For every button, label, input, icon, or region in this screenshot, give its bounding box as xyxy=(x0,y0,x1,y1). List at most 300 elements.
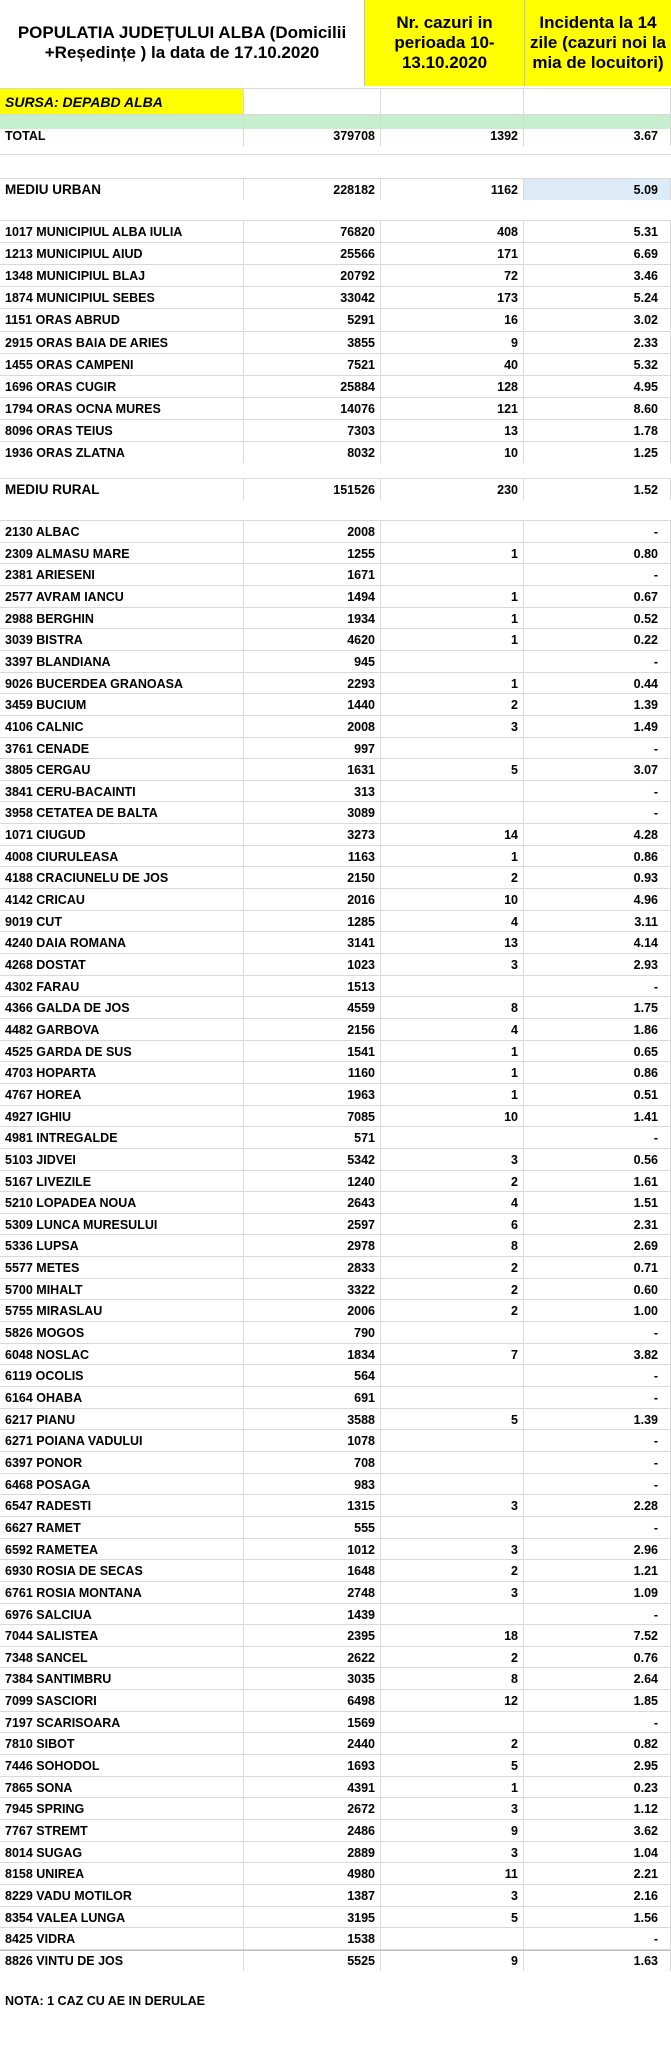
table-row xyxy=(0,397,671,419)
row-name: 6761 ROSIA MONTANA xyxy=(0,1581,244,1603)
row-cases: 8 xyxy=(381,1234,524,1256)
row-cases: 3 xyxy=(381,1494,524,1516)
row-population: 1963 xyxy=(244,1083,381,1105)
row-name: 5309 LUNCA MURESULUI xyxy=(0,1213,244,1235)
table-row xyxy=(0,1711,671,1733)
row-name: 1151 ORAS ABRUD xyxy=(0,308,244,330)
row-incidence: 3.07 xyxy=(524,758,671,780)
row-incidence: 1.39 xyxy=(524,693,671,715)
row-population: 1494 xyxy=(244,585,381,607)
row-name: 8014 SUGAG xyxy=(0,1841,244,1863)
row-incidence: 3.82 xyxy=(524,1343,671,1365)
row-incidence: 0.71 xyxy=(524,1256,671,1278)
row-population: 3322 xyxy=(244,1278,381,1300)
row-name: 1213 MUNICIPIUL AIUD xyxy=(0,242,244,264)
row-name: 6271 POIANA VADULUI xyxy=(0,1429,244,1451)
row-cases: 1 xyxy=(381,1040,524,1062)
row-incidence: 1.85 xyxy=(524,1689,671,1711)
row-name: 4525 GARDA DE SUS xyxy=(0,1040,244,1062)
table-row xyxy=(0,931,671,953)
row-name: 4981 INTREGALDE xyxy=(0,1126,244,1148)
row-name: 2915 ORAS BAIA DE ARIES xyxy=(0,331,244,353)
row-population: 2833 xyxy=(244,1256,381,1278)
table-row xyxy=(0,1018,671,1040)
row-population: 2622 xyxy=(244,1646,381,1668)
table-row xyxy=(0,1538,671,1560)
row-population: 1440 xyxy=(244,693,381,715)
header-incidence: Incidenta la 14 zile (cazuri noi la mia de locuitori) xyxy=(524,0,671,86)
row-cases: 1 xyxy=(381,585,524,607)
table-row xyxy=(0,1473,671,1495)
row-cases: 2 xyxy=(381,693,524,715)
table-row xyxy=(0,1451,671,1473)
row-population: 14076 xyxy=(244,397,381,419)
row-population: 1163 xyxy=(244,845,381,867)
table-row xyxy=(0,1581,671,1603)
row-population: 1834 xyxy=(244,1343,381,1365)
row-cases: 4 xyxy=(381,1191,524,1213)
urban-pop: 228182 xyxy=(244,178,381,200)
row-cases: 3 xyxy=(381,1797,524,1819)
row-name: 2309 ALMASU MARE xyxy=(0,542,244,564)
row-name: 3958 CETATEA DE BALTA xyxy=(0,801,244,823)
row-incidence: 1.09 xyxy=(524,1581,671,1603)
table-row xyxy=(0,672,671,694)
row-name: 5700 MIHALT xyxy=(0,1278,244,1300)
row-population: 1255 xyxy=(244,542,381,564)
row-population: 5291 xyxy=(244,308,381,330)
row-incidence: 1.25 xyxy=(524,441,671,463)
row-cases: 14 xyxy=(381,823,524,845)
row-incidence: 2.28 xyxy=(524,1494,671,1516)
table-row xyxy=(0,975,671,997)
row-cases: 1 xyxy=(381,542,524,564)
row-name: 8096 ORAS TEIUS xyxy=(0,419,244,441)
table-row xyxy=(0,607,671,629)
row-incidence: 1.51 xyxy=(524,1191,671,1213)
row-incidence: 8.60 xyxy=(524,397,671,419)
table-row xyxy=(0,1667,671,1689)
row-name: 1071 CIUGUD xyxy=(0,823,244,845)
row-incidence: - xyxy=(524,1126,671,1148)
row-incidence: 3.02 xyxy=(524,308,671,330)
table-row xyxy=(0,1213,671,1235)
row-incidence: - xyxy=(524,650,671,672)
row-cases xyxy=(381,1126,524,1148)
table-row xyxy=(0,242,671,264)
row-cases: 12 xyxy=(381,1689,524,1711)
table-row xyxy=(0,888,671,910)
table-row xyxy=(0,1191,671,1213)
table-row xyxy=(0,1040,671,1062)
row-population: 790 xyxy=(244,1321,381,1343)
row-population: 4559 xyxy=(244,996,381,1018)
row-incidence: - xyxy=(524,563,671,585)
row-cases: 3 xyxy=(381,715,524,737)
row-incidence: 0.44 xyxy=(524,672,671,694)
table-row xyxy=(0,1732,671,1754)
row-population: 1387 xyxy=(244,1884,381,1906)
row-population: 555 xyxy=(244,1516,381,1538)
row-incidence: 1.49 xyxy=(524,715,671,737)
table-row xyxy=(0,1234,671,1256)
row-incidence: 1.56 xyxy=(524,1906,671,1928)
row-name: 7099 SASCIORI xyxy=(0,1689,244,1711)
row-population: 3273 xyxy=(244,823,381,845)
row-population: 3141 xyxy=(244,931,381,953)
row-name: 3039 BISTRA xyxy=(0,628,244,650)
table-row xyxy=(0,1083,671,1105)
row-population: 2440 xyxy=(244,1732,381,1754)
row-incidence: 2.33 xyxy=(524,331,671,353)
row-cases: 9 xyxy=(381,1819,524,1841)
row-cases: 3 xyxy=(381,1538,524,1560)
row-incidence: 0.80 xyxy=(524,542,671,564)
row-name: 6627 RAMET xyxy=(0,1516,244,1538)
row-cases: 13 xyxy=(381,931,524,953)
row-cases: 18 xyxy=(381,1624,524,1646)
row-name: 5336 LUPSA xyxy=(0,1234,244,1256)
row-population: 2672 xyxy=(244,1797,381,1819)
row-population: 33042 xyxy=(244,286,381,308)
row-incidence: 2.69 xyxy=(524,1234,671,1256)
row-name: 4767 HOREA xyxy=(0,1083,244,1105)
row-cases xyxy=(381,1927,524,1949)
row-population: 3195 xyxy=(244,1906,381,1928)
row-population: 1693 xyxy=(244,1754,381,1776)
row-name: 8229 VADU MOTILOR xyxy=(0,1884,244,1906)
row-name: 4482 GARBOVA xyxy=(0,1018,244,1040)
table-row xyxy=(0,220,671,242)
row-name: 4008 CIURULEASA xyxy=(0,845,244,867)
table-row xyxy=(0,264,671,286)
row-cases: 72 xyxy=(381,264,524,286)
row-cases: 6 xyxy=(381,1213,524,1235)
row-name: 8354 VALEA LUNGA xyxy=(0,1906,244,1928)
row-cases: 1 xyxy=(381,1083,524,1105)
row-cases: 4 xyxy=(381,910,524,932)
row-cases: 1 xyxy=(381,607,524,629)
row-name: 1348 MUNICIPIUL BLAJ xyxy=(0,264,244,286)
row-incidence: 0.76 xyxy=(524,1646,671,1668)
row-incidence: - xyxy=(524,1927,671,1949)
row-population: 1569 xyxy=(244,1711,381,1733)
row-cases: 3 xyxy=(381,1581,524,1603)
row-cases: 5 xyxy=(381,1408,524,1430)
table-row xyxy=(0,1170,671,1192)
table-row xyxy=(0,520,671,542)
row-cases: 2 xyxy=(381,1646,524,1668)
table-row xyxy=(0,585,671,607)
row-name: 6468 POSAGA xyxy=(0,1473,244,1495)
row-cases: 5 xyxy=(381,1906,524,1928)
urban-cases: 1162 xyxy=(381,178,524,200)
row-incidence: - xyxy=(524,801,671,823)
table-row xyxy=(0,353,671,375)
row-name: 4188 CRACIUNELU DE JOS xyxy=(0,866,244,888)
row-population: 7303 xyxy=(244,419,381,441)
row-name: 2130 ALBAC xyxy=(0,520,244,542)
table-row xyxy=(0,1754,671,1776)
row-population: 2006 xyxy=(244,1299,381,1321)
row-incidence: - xyxy=(524,1386,671,1408)
row-incidence: 0.86 xyxy=(524,845,671,867)
row-incidence: 1.12 xyxy=(524,1797,671,1819)
row-name: 5167 LIVEZILE xyxy=(0,1170,244,1192)
table-row xyxy=(0,1061,671,1083)
row-incidence: - xyxy=(524,520,671,542)
row-cases: 10 xyxy=(381,1105,524,1127)
table-row xyxy=(0,1603,671,1625)
row-population: 997 xyxy=(244,737,381,759)
row-cases xyxy=(381,1364,524,1386)
table-row xyxy=(0,910,671,932)
row-cases: 4 xyxy=(381,1018,524,1040)
row-cases xyxy=(381,1473,524,1495)
row-incidence: 2.64 xyxy=(524,1667,671,1689)
row-population: 1439 xyxy=(244,1603,381,1625)
table-row xyxy=(0,1429,671,1451)
row-incidence: - xyxy=(524,1516,671,1538)
row-cases: 3 xyxy=(381,1884,524,1906)
row-name: 4703 HOPARTA xyxy=(0,1061,244,1083)
table-row xyxy=(0,375,671,397)
table-row xyxy=(0,1884,671,1906)
table-row xyxy=(0,1927,671,1949)
urban-summary-row xyxy=(0,178,671,200)
row-incidence: 3.62 xyxy=(524,1819,671,1841)
row-incidence: 2.21 xyxy=(524,1862,671,1884)
row-population: 983 xyxy=(244,1473,381,1495)
row-name: 4268 DOSTAT xyxy=(0,953,244,975)
table-row xyxy=(0,1516,671,1538)
table-row xyxy=(0,715,671,737)
row-population: 564 xyxy=(244,1364,381,1386)
row-name: 1794 ORAS OCNA MURES xyxy=(0,397,244,419)
row-cases xyxy=(381,563,524,585)
row-population: 2008 xyxy=(244,715,381,737)
row-incidence: 0.86 xyxy=(524,1061,671,1083)
row-name: 6397 PONOR xyxy=(0,1451,244,1473)
row-name: 9026 BUCERDEA GRANOASA xyxy=(0,672,244,694)
row-cases: 10 xyxy=(381,441,524,463)
header-population: POPULATIA JUDEȚULUI ALBA (Domicilii +Reședințe ) la data de 17.10.2020 xyxy=(0,0,364,86)
table-row xyxy=(0,953,671,975)
row-cases: 2 xyxy=(381,1170,524,1192)
table-row xyxy=(0,628,671,650)
row-cases xyxy=(381,1429,524,1451)
row-incidence: 5.24 xyxy=(524,286,671,308)
row-population: 2597 xyxy=(244,1213,381,1235)
table-row xyxy=(0,542,671,564)
row-incidence: 4.95 xyxy=(524,375,671,397)
row-name: 5210 LOPADEA NOUA xyxy=(0,1191,244,1213)
row-population: 25884 xyxy=(244,375,381,397)
row-incidence: 1.78 xyxy=(524,419,671,441)
table-row xyxy=(0,1386,671,1408)
row-incidence: - xyxy=(524,1451,671,1473)
rural-pop: 151526 xyxy=(244,478,381,500)
row-population: 1160 xyxy=(244,1061,381,1083)
row-cases xyxy=(381,1451,524,1473)
row-incidence: 2.93 xyxy=(524,953,671,975)
row-incidence: 4.28 xyxy=(524,823,671,845)
row-incidence: - xyxy=(524,1364,671,1386)
table-row xyxy=(0,1646,671,1668)
row-cases: 1 xyxy=(381,1061,524,1083)
row-cases: 2 xyxy=(381,1278,524,1300)
row-incidence: 5.31 xyxy=(524,220,671,242)
row-population: 3855 xyxy=(244,331,381,353)
row-name: 7945 SPRING xyxy=(0,1797,244,1819)
row-population: 1671 xyxy=(244,563,381,585)
table-row xyxy=(0,1105,671,1127)
row-cases xyxy=(381,1321,524,1343)
row-incidence: 0.52 xyxy=(524,607,671,629)
row-cases: 1 xyxy=(381,1776,524,1798)
row-incidence: - xyxy=(524,1473,671,1495)
row-population: 4980 xyxy=(244,1862,381,1884)
row-incidence: - xyxy=(524,780,671,802)
row-population: 1012 xyxy=(244,1538,381,1560)
note-footer xyxy=(0,1950,671,2048)
table-row xyxy=(0,308,671,330)
row-incidence: 0.67 xyxy=(524,585,671,607)
table-row xyxy=(0,1494,671,1516)
row-name: 6048 NOSLAC xyxy=(0,1343,244,1365)
row-name: 8158 UNIREA xyxy=(0,1862,244,1884)
row-name: 7384 SANTIMBRU xyxy=(0,1667,244,1689)
row-incidence: 1.00 xyxy=(524,1299,671,1321)
row-name: 4366 GALDA DE JOS xyxy=(0,996,244,1018)
row-incidence: 0.56 xyxy=(524,1148,671,1170)
row-population: 1631 xyxy=(244,758,381,780)
row-cases: 173 xyxy=(381,286,524,308)
row-population: 691 xyxy=(244,1386,381,1408)
row-name: 7767 STREMT xyxy=(0,1819,244,1841)
row-cases: 5 xyxy=(381,758,524,780)
row-population: 5342 xyxy=(244,1148,381,1170)
row-name: 3459 BUCIUM xyxy=(0,693,244,715)
row-cases xyxy=(381,1516,524,1538)
row-name: 2988 BERGHIN xyxy=(0,607,244,629)
row-name: 2381 ARIESENI xyxy=(0,563,244,585)
source-label: SURSA: DEPABD ALBA xyxy=(0,88,244,114)
row-population: 5525 xyxy=(244,1949,381,1971)
row-name: 1936 ORAS ZLATNA xyxy=(0,441,244,463)
row-population: 2156 xyxy=(244,1018,381,1040)
row-cases: 121 xyxy=(381,397,524,419)
row-name: 7865 SONA xyxy=(0,1776,244,1798)
row-name: 8425 VIDRA xyxy=(0,1927,244,1949)
row-incidence: 2.31 xyxy=(524,1213,671,1235)
row-name: 1874 MUNICIPIUL SEBES xyxy=(0,286,244,308)
urban-inc: 5.09 xyxy=(524,178,671,200)
row-cases: 2 xyxy=(381,1299,524,1321)
row-population: 6498 xyxy=(244,1689,381,1711)
row-cases: 128 xyxy=(381,375,524,397)
row-population: 76820 xyxy=(244,220,381,242)
row-cases xyxy=(381,650,524,672)
row-cases: 9 xyxy=(381,331,524,353)
table-row xyxy=(0,563,671,585)
row-population: 3089 xyxy=(244,801,381,823)
row-population: 7521 xyxy=(244,353,381,375)
row-name: 7197 SCARISOARA xyxy=(0,1711,244,1733)
row-name: 7348 SANCEL xyxy=(0,1646,244,1668)
row-name: 5103 JIDVEI xyxy=(0,1148,244,1170)
row-name: 7044 SALISTEA xyxy=(0,1624,244,1646)
row-cases: 10 xyxy=(381,888,524,910)
table-row xyxy=(0,1624,671,1646)
row-population: 3035 xyxy=(244,1667,381,1689)
row-incidence: - xyxy=(524,737,671,759)
row-population: 1541 xyxy=(244,1040,381,1062)
row-cases: 1 xyxy=(381,672,524,694)
row-name: 6164 OHABA xyxy=(0,1386,244,1408)
note-text: NOTA: 1 CAZ CU AE IN DERULAE xyxy=(5,1994,205,2008)
row-incidence: 3.11 xyxy=(524,910,671,932)
row-cases: 408 xyxy=(381,220,524,242)
row-name: 6930 ROSIA DE SECAS xyxy=(0,1559,244,1581)
table-row xyxy=(0,1797,671,1819)
total-name: TOTAL xyxy=(0,114,244,146)
row-population: 2978 xyxy=(244,1234,381,1256)
row-cases: 1 xyxy=(381,845,524,867)
row-cases: 2 xyxy=(381,866,524,888)
row-cases xyxy=(381,780,524,802)
table-row xyxy=(0,1321,671,1343)
row-cases: 2 xyxy=(381,1256,524,1278)
row-name: 6592 RAMETEA xyxy=(0,1538,244,1560)
row-incidence: 0.60 xyxy=(524,1278,671,1300)
row-cases: 2 xyxy=(381,1732,524,1754)
row-cases: 2 xyxy=(381,1559,524,1581)
row-cases xyxy=(381,1711,524,1733)
row-name: 6547 RADESTI xyxy=(0,1494,244,1516)
row-population: 1078 xyxy=(244,1429,381,1451)
table-row xyxy=(0,441,671,463)
row-population: 2293 xyxy=(244,672,381,694)
row-incidence: 3.46 xyxy=(524,264,671,286)
row-population: 25566 xyxy=(244,242,381,264)
row-name: 3841 CERU-BACAINTI xyxy=(0,780,244,802)
table-row xyxy=(0,1364,671,1386)
row-population: 1648 xyxy=(244,1559,381,1581)
row-cases: 7 xyxy=(381,1343,524,1365)
table-row xyxy=(0,1862,671,1884)
table-row xyxy=(0,1906,671,1928)
row-name: 1017 MUNICIPIUL ALBA IULIA xyxy=(0,220,244,242)
table-row xyxy=(0,286,671,308)
row-name: 6976 SALCIUA xyxy=(0,1603,244,1625)
row-population: 2395 xyxy=(244,1624,381,1646)
row-incidence: 7.52 xyxy=(524,1624,671,1646)
table-row xyxy=(0,845,671,867)
row-population: 313 xyxy=(244,780,381,802)
table-row xyxy=(0,1776,671,1798)
header-cases: Nr. cazuri in perioada 10-13.10.2020 xyxy=(364,0,524,86)
table-row xyxy=(0,1343,671,1365)
row-population: 708 xyxy=(244,1451,381,1473)
row-cases xyxy=(381,975,524,997)
row-population: 3588 xyxy=(244,1408,381,1430)
row-cases: 8 xyxy=(381,996,524,1018)
row-cases xyxy=(381,1603,524,1625)
row-population: 1240 xyxy=(244,1170,381,1192)
row-name: 4927 IGHIU xyxy=(0,1105,244,1127)
row-incidence: - xyxy=(524,1429,671,1451)
